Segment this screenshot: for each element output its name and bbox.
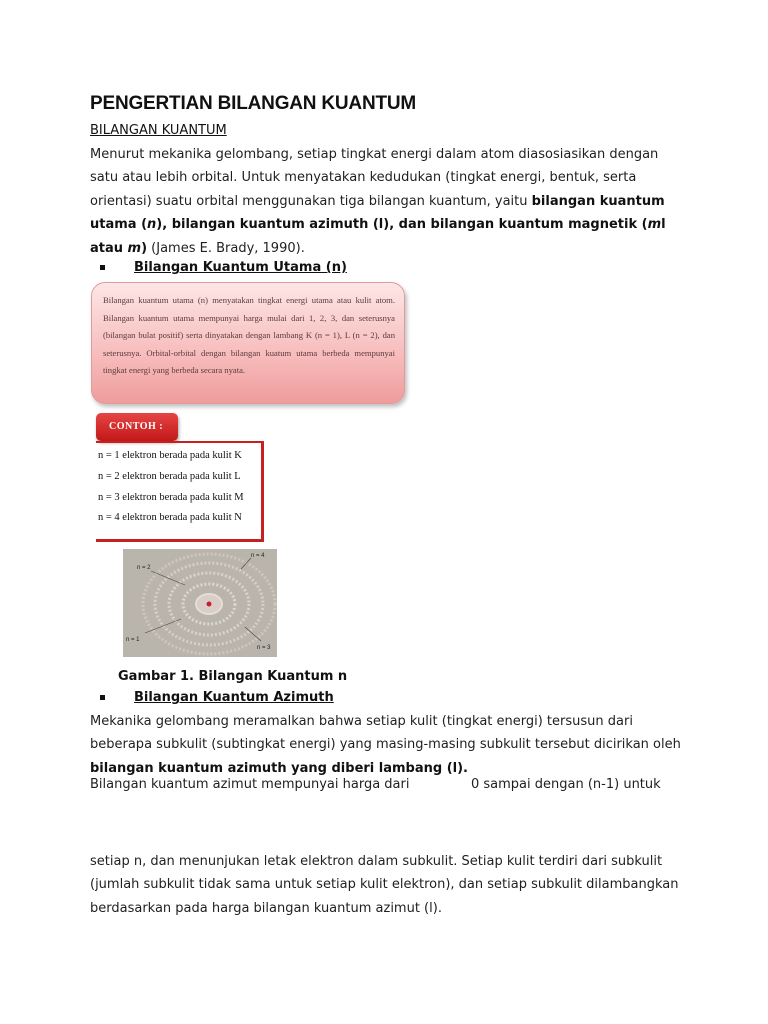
contoh-label: CONTOH : bbox=[96, 413, 178, 441]
intro-text: Menurut mekanika gelombang, setiap tingkat energi dalam atom diasosiasikan dengan satu atau lebih orbital. Untuk menyatakan kedudukan (tingkat energi, bentuk, serta orientasi) suatu orbital menggunakan tiga bilangan kuantum, yaitu bbox=[90, 147, 659, 209]
contoh-line: n = 4 elektron berada pada kulit N bbox=[98, 512, 242, 523]
intro-bold-terms: bilangan kuantum utama (n), bilangan kuantum azimuth (l), dan bilangan kuantum magnetik (ml atau m) bbox=[90, 193, 666, 256]
contoh-line: n = 2 elektron berada pada kulit L bbox=[98, 471, 241, 482]
section-heading: BILANGAN KUANTUM bbox=[90, 123, 227, 138]
bullet-kuantum-azimuth bbox=[100, 690, 334, 705]
atom-shell-figure bbox=[123, 549, 277, 657]
bullet-square-icon bbox=[100, 265, 105, 270]
contoh-line: n = 3 elektron berada pada kulit M bbox=[98, 492, 244, 503]
azimuth-range-line bbox=[90, 773, 710, 796]
contoh-line: n = 1 elektron berada pada kulit K bbox=[98, 450, 242, 461]
azimuth-continuation: setiap n, dan menunjukan letak elektron dalam subkulit. Setiap kulit terdiri dari subkulit (jumlah subkulit tidak sama untuk setiap kulit elektron), dan setiap subkulit dilambangkan berdasarkan pada harga bilangan kuantum azimut (l). bbox=[90, 854, 679, 916]
citation: (James E. Brady, 1990). bbox=[147, 240, 305, 256]
azimuth-range-value: 0 sampai dengan (n-1) untuk bbox=[471, 777, 661, 792]
azimuth-paragraph bbox=[90, 710, 690, 780]
figure-label: n = 4 bbox=[251, 553, 265, 559]
page-title: PENGERTIAN BILANGAN KUANTUM bbox=[90, 93, 417, 114]
nucleus-icon bbox=[207, 602, 212, 607]
figure-label: n = 1 bbox=[126, 637, 140, 643]
bullet-kuantum-utama bbox=[100, 260, 347, 275]
figure-caption: Gambar 1. Bilangan Kuantum n bbox=[118, 669, 348, 684]
figure-label: n = 3 bbox=[257, 645, 271, 651]
azimuth-bold-text: bilangan kuantum azimuth yang diberi lambang (l). bbox=[90, 760, 468, 776]
intro-paragraph bbox=[90, 143, 690, 260]
azimuth-range-text: Bilangan kuantum azimut mempunyai harga dari bbox=[90, 777, 410, 792]
definition-text: Bilangan kuantum utama (n) menyatakan tingkat energi utama atau kulit atom. Bilangan kuantum utama mempunyai harga mulai dari 1, 2, 3, dan seterusnya (bilangan bulat positif) serta dinyatakan dengan lambang K (n = 1), L (n = 2), dan seterusnya. Orbital-orbital dengan bilangan kuatum utama berbeda mempunyai tingkat energi yang berbeda secara nyata. bbox=[103, 295, 395, 376]
bullet-square-icon bbox=[100, 695, 105, 700]
bullet-label: Bilangan Kuantum Azimuth bbox=[134, 690, 334, 705]
figure-label: n = 2 bbox=[137, 565, 151, 571]
azimuth-text: Mekanika gelombang meramalkan bahwa setiap kulit (tingkat energi) tersusun dari beberapa subkulit (subtingkat energi) yang masing-masing subkulit tersebut dicirikan oleh bbox=[90, 714, 681, 753]
definition-box bbox=[91, 282, 405, 404]
bullet-label: Bilangan Kuantum Utama (n) bbox=[134, 260, 347, 275]
